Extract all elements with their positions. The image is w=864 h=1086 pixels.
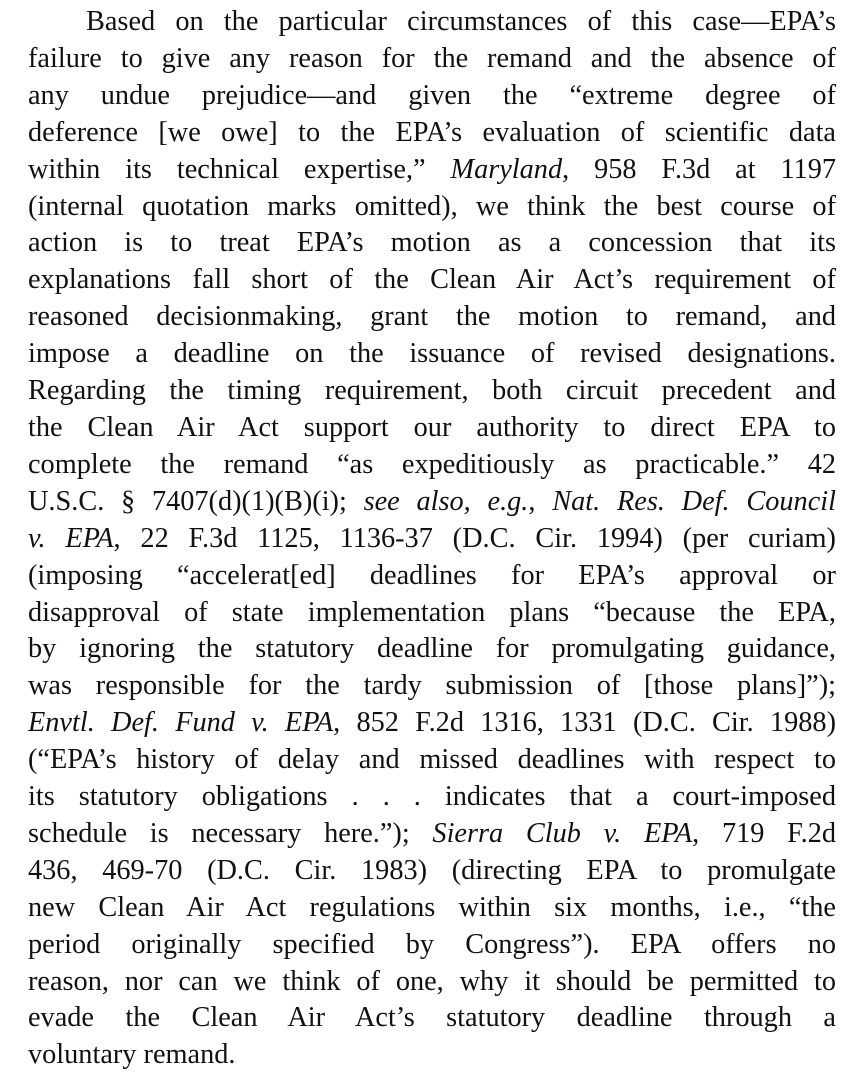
text-run: schedule is necessary here.”); [28, 817, 433, 849]
text-line [28, 299, 836, 336]
text-line [28, 4, 836, 41]
citation-italic-text: Envtl. Def. Fund v. EPA [28, 707, 334, 739]
text-line [28, 41, 836, 78]
text-run: explanations fall short of the Clean Air Act’s requirement of [28, 264, 836, 296]
text-run: was responsible for the tardy submission of [those plans]”); [28, 670, 836, 702]
text-run: 436, 469-70 (D.C. Cir. 1983) (directing EPA to promulgate [28, 854, 836, 886]
text-line [28, 521, 836, 558]
text-line [28, 484, 836, 521]
text-line [28, 668, 836, 705]
text-line [28, 964, 836, 1001]
text-run: U.S.C. § 7407(d)(1)(B)(i); [28, 485, 364, 517]
text-line [28, 262, 836, 299]
text-line [28, 1037, 836, 1074]
citation-italic-text: Nat. Res. Def. Council [552, 485, 836, 517]
text-line [28, 78, 836, 115]
text-run: voluntary remand. [28, 1039, 236, 1071]
text-line [28, 853, 836, 890]
text-run: disapproval of state implementation plans “because the EPA, [28, 596, 836, 628]
text-run: Regarding the timing requirement, both circuit precedent and [28, 375, 836, 407]
text-line [28, 890, 836, 927]
text-run: the Clean Air Act support our authority to direct EPA to [28, 411, 836, 443]
text-run: Based on the particular circumstances of this case—EPA’s [86, 6, 836, 37]
text-run: deference [we owe] to the EPA’s evaluation of scientific data [28, 116, 836, 148]
citation-italic-text: v. EPA [28, 522, 114, 554]
text-run: new Clean Air Act regulations within six months, i.e., “the [28, 891, 836, 923]
text-run: any undue prejudice—and given the “extreme degree of [28, 79, 836, 111]
text-line [28, 152, 836, 189]
text-line [28, 336, 836, 373]
text-run: reason, nor can we think of one, why it should be permitted to [28, 965, 836, 997]
text-run: , 22 F.3d 1125, 1136-37 (D.C. Cir. 1994) (per curiam) [113, 522, 836, 554]
text-run: (“EPA’s history of delay and missed deadlines with respect to [28, 744, 836, 776]
text-run: complete the remand “as expeditiously as practicable.” 42 [28, 448, 836, 480]
text-line [28, 225, 836, 262]
text-line [28, 189, 836, 226]
body-paragraph [28, 4, 836, 1074]
text-line [28, 373, 836, 410]
text-line [28, 927, 836, 964]
text-line [28, 558, 836, 595]
text-run: action is to treat EPA’s motion as a concession that its [28, 227, 836, 259]
text-run: reasoned decisionmaking, grant the motion to remand, and [28, 301, 836, 333]
text-run: period originally specified by Congress”). EPA offers no [28, 928, 836, 960]
text-run: (internal quotation marks omitted), we think the best course of [28, 190, 836, 222]
citation-italic-text: Maryland [450, 153, 563, 185]
text-run: (imposing “accelerat[ed] deadlines for EPA’s approval or [28, 559, 836, 591]
text-line [28, 705, 836, 742]
text-run: , 852 F.2d 1316, 1331 (D.C. Cir. 1988) [333, 707, 836, 739]
text-line [28, 1000, 836, 1037]
text-run: impose a deadline on the issuance of revised designations. [28, 338, 836, 370]
text-line [28, 447, 836, 484]
text-line [28, 742, 836, 779]
text-line [28, 779, 836, 816]
text-line [28, 816, 836, 853]
text-line [28, 115, 836, 152]
text-run: evade the Clean Air Act’s statutory deadline through a [28, 1002, 836, 1034]
text-run: by ignoring the statutory deadline for promulgating guidance, [28, 633, 836, 665]
text-run: failure to give any reason for the remand and the absence of [28, 42, 836, 74]
text-run: , [528, 485, 553, 517]
text-line [28, 595, 836, 632]
text-run: within its technical expertise,” [28, 153, 451, 185]
text-line [28, 410, 836, 447]
citation-italic-text: Sierra Club v. EPA [432, 817, 693, 849]
text-run: its statutory obligations . . . indicates that a court-imposed [28, 781, 836, 813]
text-run: , 719 F.2d [692, 817, 836, 849]
citation-italic-text: see also, e.g. [363, 485, 529, 517]
text-line [28, 631, 836, 668]
text-run: , 958 F.3d at 1197 [562, 153, 836, 185]
